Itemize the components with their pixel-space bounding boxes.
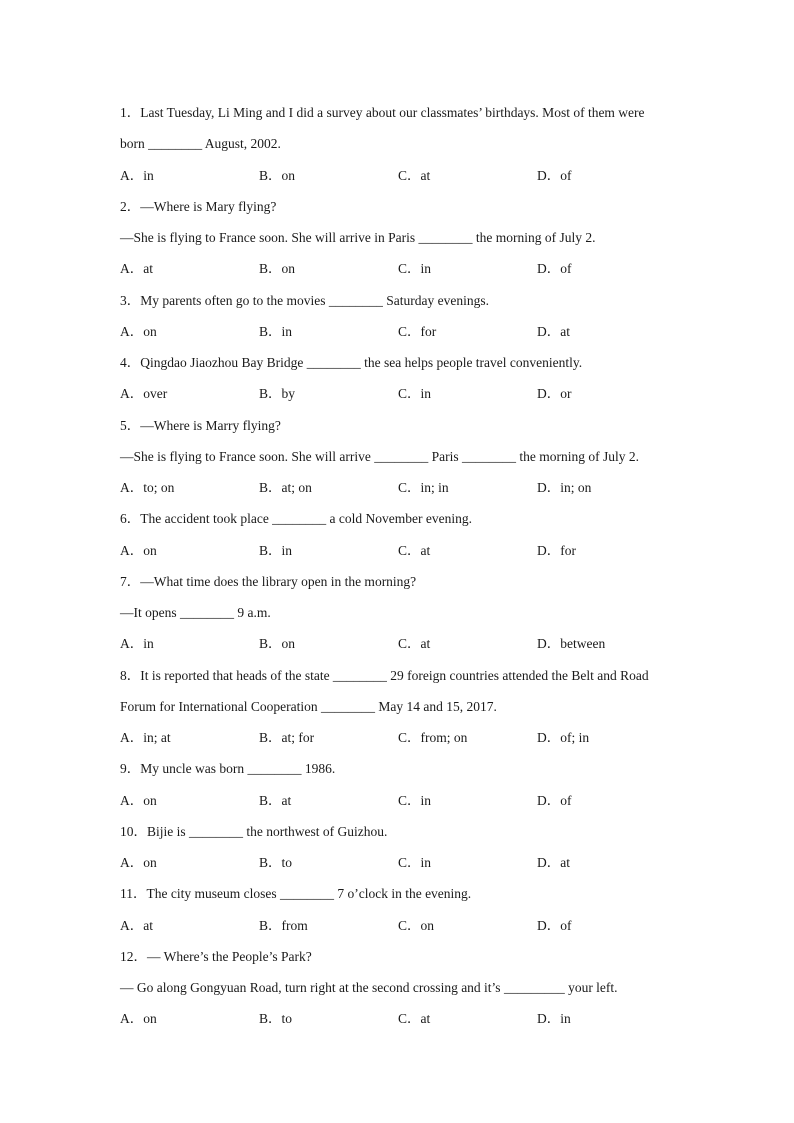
question-stem: 10．Bijie is ________ the northwest of Guizhou. xyxy=(120,823,388,839)
option-c: C．on xyxy=(398,917,435,933)
option-d: D．of; in xyxy=(537,730,590,745)
question-stem: 3．My parents often go to the movies ________ Saturday evenings. xyxy=(120,292,489,308)
option-a: A．on xyxy=(120,792,157,808)
option-d: D．at xyxy=(537,323,570,339)
option-b: B．in xyxy=(259,542,293,558)
option-a: A．to; on xyxy=(120,480,175,495)
question-stem: 6．The accident took place ________ a cold November evening. xyxy=(120,511,473,527)
option-c: C．in xyxy=(398,386,432,402)
question-stem-continued: Forum for International Cooperation ________ May 14 and 15, 2017. xyxy=(120,698,497,714)
question-stem-continued: —It opens ________ 9 a.m. xyxy=(120,605,271,620)
question-stem: 4．Qingdao Jiaozhou Bay Bridge ________ the sea helps people travel conveniently. xyxy=(120,355,583,370)
question-2 xyxy=(120,191,680,285)
question-stem: 9．My uncle was born ________ 1986. xyxy=(120,761,336,777)
answer-options xyxy=(120,628,680,659)
question-stem: 8．It is reported that heads of the state ________ 29 foreign countries attended the Belt and Road xyxy=(120,667,649,683)
option-d: D．between xyxy=(537,636,606,652)
option-d: D．of xyxy=(537,917,572,933)
question-stem: 1．Last Tuesday, Li Ming and I did a survey about our classmates’ birthdays. Most of them were xyxy=(120,105,645,120)
answer-options xyxy=(120,785,680,816)
question-stem-continued: —She is flying to France soon. She will arrive in Paris ________ the morning of July 2. xyxy=(120,230,596,245)
question-stem: 7．—What time does the library open in the morning? xyxy=(120,573,417,589)
option-a: A．at xyxy=(120,917,153,933)
option-b: B．by xyxy=(259,386,296,402)
option-b: B．in xyxy=(259,323,293,339)
option-c: C．from; on xyxy=(398,730,468,745)
option-a: A．on xyxy=(120,542,157,558)
question-5 xyxy=(120,410,680,504)
question-stem-continued: born ________ August, 2002. xyxy=(120,136,281,152)
option-a: A．over xyxy=(120,386,168,402)
option-b: B．at; on xyxy=(259,480,312,495)
question-9 xyxy=(120,753,680,816)
question-stem: 2．—Where is Mary flying? xyxy=(120,198,277,214)
option-a: A．at xyxy=(120,261,153,277)
question-11 xyxy=(120,878,680,941)
option-a: A．in xyxy=(120,636,154,652)
question-stem: 12．— Where’s the People’s Park? xyxy=(120,948,312,964)
option-b: B．on xyxy=(259,261,296,277)
option-d: D．or xyxy=(537,386,572,402)
option-c: C．in xyxy=(398,792,432,808)
option-c: C．in; in xyxy=(398,480,449,495)
option-c: C．at xyxy=(398,167,431,183)
question-stem: 11．The city museum closes ________ 7 o’clock in the evening. xyxy=(120,886,472,902)
option-c: C．in xyxy=(398,855,432,870)
option-a: A．in; at xyxy=(120,730,171,745)
question-stem-continued: —She is flying to France soon. She will arrive ________ Paris ________ the morning of July 2. xyxy=(120,448,639,464)
answer-options xyxy=(120,910,680,941)
option-c: C．at xyxy=(398,636,431,652)
option-d: D．of xyxy=(537,167,572,183)
answer-options xyxy=(120,847,680,878)
option-c: C．at xyxy=(398,1011,431,1027)
answer-options xyxy=(120,253,680,284)
option-b: B．to xyxy=(259,1011,293,1027)
question-3 xyxy=(120,285,680,348)
question-stem-continued: — Go along Gongyuan Road, turn right at the second crossing and it’s _________ your left. xyxy=(120,980,618,995)
option-d: D．in xyxy=(537,1011,571,1027)
answer-options xyxy=(120,1003,680,1034)
answer-options xyxy=(120,316,680,347)
option-c: C．in xyxy=(398,261,432,277)
option-d: D．of xyxy=(537,792,572,808)
question-4 xyxy=(120,347,680,410)
option-b: B．on xyxy=(259,636,296,652)
option-b: B．on xyxy=(259,167,296,183)
answer-options xyxy=(120,535,680,566)
option-b: B．at xyxy=(259,792,292,808)
option-d: D．for xyxy=(537,542,576,558)
question-7 xyxy=(120,566,680,660)
answer-options xyxy=(120,472,680,503)
question-10 xyxy=(120,816,680,879)
option-a: A．on xyxy=(120,323,157,339)
option-a: A．on xyxy=(120,1011,157,1027)
option-b: B．to xyxy=(259,855,293,870)
option-b: B．from xyxy=(259,917,308,933)
question-8 xyxy=(120,660,680,754)
option-c: C．for xyxy=(398,323,437,339)
worksheet-page xyxy=(120,97,680,1035)
option-b: B．at; for xyxy=(259,730,315,745)
question-stem: 5．—Where is Marry flying? xyxy=(120,417,281,433)
answer-options xyxy=(120,722,680,753)
question-6 xyxy=(120,503,680,566)
question-12 xyxy=(120,941,680,1035)
option-c: C．at xyxy=(398,542,431,558)
option-d: D．of xyxy=(537,261,572,277)
answer-options xyxy=(120,160,680,191)
option-a: A．on xyxy=(120,855,157,870)
option-d: D．in; on xyxy=(537,480,592,495)
option-a: A．in xyxy=(120,167,154,183)
answer-options xyxy=(120,378,680,409)
option-d: D．at xyxy=(537,855,570,870)
question-1 xyxy=(120,97,680,191)
